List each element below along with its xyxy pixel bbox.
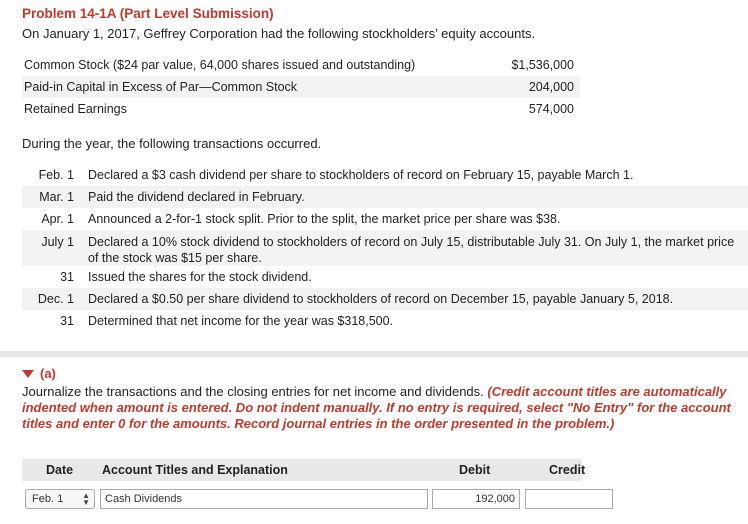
transaction-date: July 1 [41, 235, 74, 249]
transaction-date: 31 [60, 314, 74, 328]
journal-header [22, 459, 586, 481]
updown-arrows-icon: ▲ ▼ [82, 491, 90, 507]
transactions-list [22, 164, 748, 332]
transaction-date: Feb. 1 [38, 168, 74, 182]
transaction-date: Mar. 1 [39, 190, 74, 204]
date-select-value: Feb. 1 [32, 493, 64, 505]
part-a-label: (a) [40, 366, 56, 381]
transaction-row [22, 230, 748, 266]
instruction-note: (Credit account titles are automatically indented when amount is entered. Do not indent manually. If no entry is required, select "No Entry" for the account titles and enter 0 for the amounts. Record journal entries in the order presented in the problem.) [22, 384, 731, 431]
problem-title: Problem 14-1A (Part Level Submission) [22, 6, 274, 21]
header-account: Account Titles and Explanation [102, 463, 288, 477]
header-credit: Credit [549, 463, 586, 477]
date-select[interactable] [25, 489, 95, 509]
credit-input[interactable] [525, 489, 613, 509]
transaction-text: Announced a 2-for-1 stock split. Prior to the split, the market price per share was $38. [88, 212, 561, 226]
transaction-row [22, 186, 748, 208]
transaction-row [22, 208, 748, 230]
debit-input[interactable]: 192,000 [432, 489, 520, 509]
instruction-plain: Journalize the transactions and the closing entries for net income and dividends. [22, 384, 488, 399]
transaction-date: Dec. 1 [37, 292, 74, 306]
transaction-date: 31 [60, 270, 74, 284]
account-row [22, 76, 580, 98]
part-a-instructions [22, 384, 744, 432]
journal-row [22, 486, 582, 512]
account-title-input[interactable]: Cash Dividends [100, 489, 428, 509]
header-debit: Debit [459, 463, 491, 477]
part-a-toggle[interactable] [22, 366, 56, 381]
account-name: Paid-in Capital in Excess of Par—Common Stock [24, 80, 298, 94]
transaction-text: Declared a 10% stock dividend to stockholders of record on July 15, distributable July 31. On July 1, the market price of the stock was $15 per share. [88, 235, 735, 265]
transaction-text: Declared a $0.50 per share dividend to stockholders of record on December 15, payable January 5, 2018. [88, 292, 674, 306]
account-row [22, 54, 580, 76]
collapse-triangle-icon[interactable] [22, 370, 34, 378]
account-name: Retained Earnings [24, 102, 127, 116]
transaction-text: Issued the shares for the stock dividend. [88, 270, 312, 284]
transaction-text: Declared a $3 cash dividend per share to stockholders of record on February 15, payable March 1. [88, 168, 634, 182]
transaction-text: Paid the dividend declared in February. [88, 190, 305, 204]
problem-intro: On January 1, 2017, Geffrey Corporation had the following stockholders’ equity accounts. [22, 26, 536, 41]
transaction-row [22, 164, 748, 186]
account-row [22, 98, 580, 120]
accounts-table [22, 54, 580, 120]
transaction-text: Determined that net income for the year was $318,500. [88, 314, 394, 328]
account-amount: $1,536,000 [511, 58, 574, 72]
transaction-row [22, 310, 748, 332]
transaction-row [22, 266, 748, 288]
transactions-intro: During the year, the following transactions occurred. [22, 136, 322, 151]
section-divider [0, 351, 748, 357]
header-date: Date [46, 463, 74, 477]
account-amount: 204,000 [528, 80, 574, 94]
account-amount: 574,000 [528, 102, 574, 116]
account-name: Common Stock ($24 par value, 64,000 shares issued and outstanding) [24, 58, 416, 72]
transaction-row [22, 288, 748, 310]
transaction-date: Apr. 1 [41, 212, 74, 226]
